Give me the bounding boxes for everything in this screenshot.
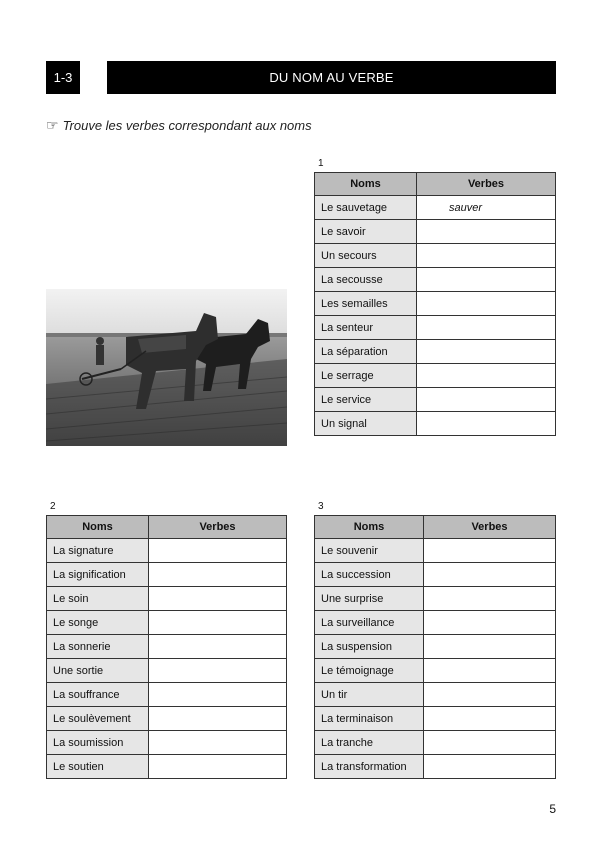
verb-answer-cell[interactable]: [417, 340, 556, 364]
noun-cell: Le souvenir: [315, 539, 424, 563]
noun-cell: La terminaison: [315, 707, 424, 731]
noun-cell: Un secours: [315, 244, 417, 268]
page-number: 5: [549, 802, 556, 816]
verb-answer-cell[interactable]: [149, 611, 287, 635]
table-row: [315, 196, 556, 220]
verb-answer-cell[interactable]: [149, 635, 287, 659]
verb-answer-cell[interactable]: [424, 659, 556, 683]
verb-answer-cell[interactable]: [417, 316, 556, 340]
table-row: [315, 220, 556, 244]
verb-answer-cell[interactable]: [417, 220, 556, 244]
noun-cell: La souffrance: [47, 683, 149, 707]
verb-answer-cell[interactable]: [417, 364, 556, 388]
noun-cell: Le soin: [47, 587, 149, 611]
table-header-row: [315, 516, 556, 539]
noun-cell: Le serrage: [315, 364, 417, 388]
verb-answer-cell[interactable]: [417, 388, 556, 412]
verb-answer-cell[interactable]: [149, 659, 287, 683]
pointing-hand-icon: ☞: [46, 117, 59, 133]
noun-cell: Le savoir: [315, 220, 417, 244]
table-row: [315, 587, 556, 611]
verb-answer-cell[interactable]: [424, 707, 556, 731]
exercise-3-label: 3: [318, 501, 324, 512]
table-row: [47, 611, 287, 635]
verb-answer-cell[interactable]: [424, 611, 556, 635]
instruction: [46, 117, 312, 134]
column-header-noms: Noms: [315, 173, 417, 196]
column-header-verbes: Verbes: [417, 173, 556, 196]
table-row: [315, 539, 556, 563]
noun-cell: Le songe: [47, 611, 149, 635]
verb-answer-cell[interactable]: sauver: [417, 196, 556, 220]
noun-cell: La sonnerie: [47, 635, 149, 659]
noun-cell: Un tir: [315, 683, 424, 707]
noun-cell: Le soutien: [47, 755, 149, 779]
table-row: [315, 364, 556, 388]
table-row: [315, 340, 556, 364]
noun-cell: La signification: [47, 563, 149, 587]
table-row: [315, 659, 556, 683]
table-row: [315, 611, 556, 635]
verb-answer-cell[interactable]: [149, 539, 287, 563]
verb-answer-cell[interactable]: [424, 755, 556, 779]
column-header-verbes: Verbes: [424, 516, 556, 539]
table-row: [47, 587, 287, 611]
noun-cell: La secousse: [315, 268, 417, 292]
verb-answer-cell[interactable]: [149, 707, 287, 731]
column-header-noms: Noms: [315, 516, 424, 539]
table-row: [315, 316, 556, 340]
verb-answer-cell[interactable]: [424, 539, 556, 563]
exercise-number: 1-3: [46, 61, 80, 94]
table-row: [315, 268, 556, 292]
exercise-2-table: [46, 515, 287, 779]
table-row: [47, 683, 287, 707]
noun-cell: La suspension: [315, 635, 424, 659]
noun-cell: La tranche: [315, 731, 424, 755]
table-row: [47, 659, 287, 683]
verb-answer-cell[interactable]: [417, 292, 556, 316]
ploughing-horses-photo: [46, 289, 287, 446]
noun-cell: Les semailles: [315, 292, 417, 316]
exercise-3-table: [314, 515, 556, 779]
table-row: [315, 412, 556, 436]
table-row: [315, 731, 556, 755]
verb-answer-cell[interactable]: [417, 244, 556, 268]
table-row: [315, 388, 556, 412]
exercise-1-table: [314, 172, 556, 436]
table-row: [47, 731, 287, 755]
noun-cell: Le service: [315, 388, 417, 412]
verb-answer-cell[interactable]: [417, 412, 556, 436]
table-row: [315, 563, 556, 587]
table-header-row: [47, 516, 287, 539]
verb-answer-cell[interactable]: [149, 683, 287, 707]
noun-cell: Le sauvetage: [315, 196, 417, 220]
verb-answer-cell[interactable]: [424, 587, 556, 611]
table-row: [315, 683, 556, 707]
verb-answer-cell[interactable]: [424, 731, 556, 755]
table-row: [47, 563, 287, 587]
table-header-row: [315, 173, 556, 196]
verb-answer-cell[interactable]: [424, 635, 556, 659]
noun-cell: Une surprise: [315, 587, 424, 611]
noun-cell: Le soulèvement: [47, 707, 149, 731]
verb-answer-cell[interactable]: [417, 268, 556, 292]
verb-answer-cell[interactable]: [424, 683, 556, 707]
noun-cell: Une sortie: [47, 659, 149, 683]
instruction-text: Trouve les verbes correspondant aux noms: [62, 118, 312, 133]
noun-cell: La surveillance: [315, 611, 424, 635]
table-row: [315, 244, 556, 268]
noun-cell: La transformation: [315, 755, 424, 779]
verb-answer-cell[interactable]: [424, 563, 556, 587]
page-title: DU NOM AU VERBE: [107, 61, 556, 94]
noun-cell: La séparation: [315, 340, 417, 364]
table-row: [315, 292, 556, 316]
column-header-noms: Noms: [47, 516, 149, 539]
table-row: [47, 635, 287, 659]
noun-cell: La signature: [47, 539, 149, 563]
table-row: [315, 755, 556, 779]
table-row: [47, 707, 287, 731]
verb-answer-cell[interactable]: [149, 587, 287, 611]
table-row: [315, 635, 556, 659]
verb-answer-cell[interactable]: [149, 731, 287, 755]
table-row: [315, 707, 556, 731]
noun-cell: La succession: [315, 563, 424, 587]
noun-cell: Un signal: [315, 412, 417, 436]
noun-cell: Le témoignage: [315, 659, 424, 683]
noun-cell: La soumission: [47, 731, 149, 755]
noun-cell: La senteur: [315, 316, 417, 340]
exercise-2-label: 2: [50, 501, 56, 512]
exercise-1-label: 1: [318, 158, 324, 169]
table-row: [47, 755, 287, 779]
verb-answer-cell[interactable]: [149, 755, 287, 779]
table-row: [47, 539, 287, 563]
column-header-verbes: Verbes: [149, 516, 287, 539]
verb-answer-cell[interactable]: [149, 563, 287, 587]
